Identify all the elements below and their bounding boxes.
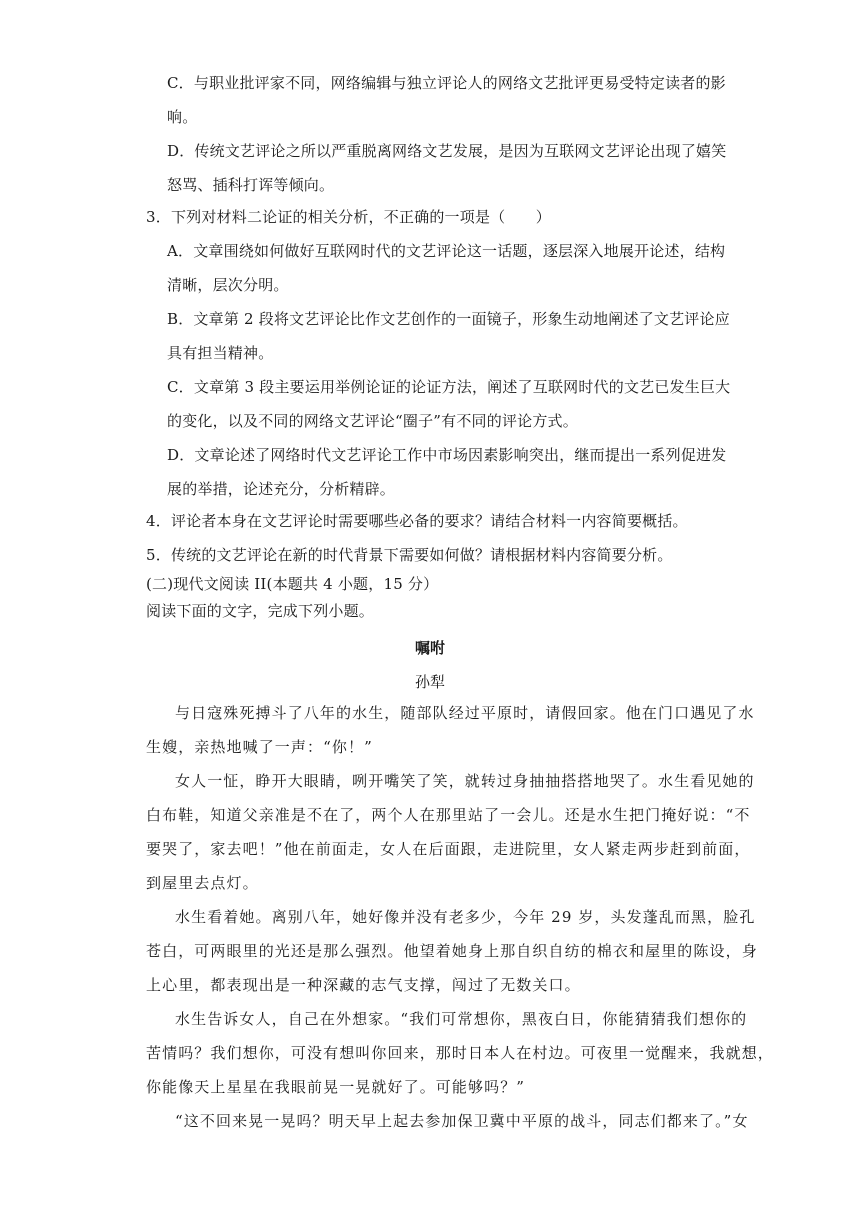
q3-option-c: C．文章第 3 段主要运用举例论证的论证方法，阐述了互联网时代的文艺已发生巨大: [167, 378, 731, 396]
story-paragraph-2-cont: 到屋里去点灯。: [146, 874, 259, 892]
q3-option-d: D．文章论述了网络时代文艺评论工作中市场因素影响突出，继而提出一系列促进发: [167, 446, 727, 464]
story-paragraph-1-cont: 生嫂，亲热地喊了一声：“你！”: [146, 738, 373, 756]
story-paragraph-4: 水生告诉女人，自己在外想家。“我们可常想你，黑夜白日，你能猜猜我们想你的: [175, 1010, 748, 1028]
story-author: 孙犁: [414, 673, 445, 691]
q3-option-d-cont: 展的举措，论述充分，分析精辟。: [167, 480, 396, 498]
story-paragraph-5: “这不回来晃一晃吗？明天早上起去参加保卫冀中平原的战斗，同志们都来了。”女: [175, 1112, 749, 1130]
section-instruction: 阅读下面的文字，完成下列小题。: [146, 602, 375, 620]
q2-option-d: D．传统文艺评论之所以严重脱离网络文艺发展，是因为互联网文艺评论出现了嬉笑: [167, 142, 727, 160]
q3-stem: 3．下列对材料二论证的相关分析，不正确的一项是（ ）: [146, 208, 551, 226]
story-paragraph-4-cont: 你能像天上星星在我眼前晃一晃就好了。可能够吗？”: [146, 1078, 526, 1096]
story-paragraph-3-cont: 苍白，可两眼里的光还是那么强烈。他望着她身上那自织自纺的棉衣和屋里的陈设，身: [146, 942, 758, 960]
story-paragraph-4-cont: 苦情吗？我们想你，可没有想叫你回来，那时日本人在村边。可夜里一觉醒来，我就想，: [146, 1044, 774, 1062]
q3-option-a: A．文章围绕如何做好互联网时代的文艺评论这一话题，逐层深入地展开论述，结构: [167, 242, 726, 260]
story-paragraph-3-cont: 上心里，都表现出是一种深藏的志气支撑，闯过了无数关口。: [146, 976, 581, 994]
q2-option-c-cont: 响。: [167, 108, 198, 126]
story-paragraph-2-cont: 白布鞋，知道父亲准是不在了，两个人在那里站了一会儿。还是水生把门掩好说：“不: [146, 806, 751, 824]
story-paragraph-3: 水生看着她。离别八年，她好像并没有老多少，今年 29 岁，头发蓬乱而黑，脸孔: [175, 908, 756, 926]
q3-option-a-cont: 清晰，层次分明。: [167, 276, 289, 294]
q3-option-b: B．文章第 2 段将文艺评论比作文艺创作的一面镜子，形象生动地阐述了文艺评论应: [167, 310, 730, 328]
story-paragraph-2-cont: 要哭了，家去吧！”他在前面走，女人在后面跟，走进院里，女人紧走两步赶到前面，: [146, 840, 751, 858]
q2-option-c: C．与职业批评家不同，网络编辑与独立评论人的网络文艺批评更易受特定读者的影: [167, 74, 726, 92]
q2-option-d-cont: 怒骂、插科打诨等倾向。: [167, 176, 335, 194]
story-paragraph-1: 与日寇殊死搏斗了八年的水生，随部队经过平原时，请假回家。他在门口遇见了水: [175, 704, 755, 722]
q3-option-b-cont: 具有担当精神。: [167, 344, 274, 362]
q4-text: 4．评论者本身在文艺评论时需要哪些必备的要求？请结合材料一内容简要概括。: [146, 512, 688, 530]
q5-text: 5．传统的文艺评论在新的时代背景下需要如何做？请根据材料内容简要分析。: [146, 546, 673, 564]
story-title: 嘱咐: [414, 639, 445, 657]
story-paragraph-2: 女人一怔，睁开大眼睛，咧开嘴笑了笑，就转过身抽抽搭搭地哭了。水生看见她的: [175, 772, 755, 790]
section-heading: (二)现代文阅读 II(本题共 4 小题，15 分）: [146, 575, 439, 593]
q3-option-c-cont: 的变化，以及不同的网络文艺评论“圈子”有不同的评论方式。: [167, 412, 578, 430]
